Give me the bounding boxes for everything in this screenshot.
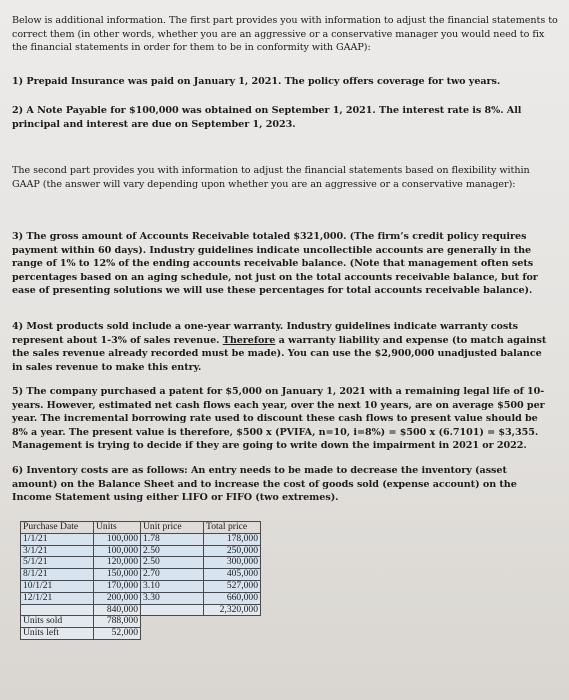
units-left-row [21,628,261,640]
cell-date: 8/1/21 [21,569,94,581]
cell-total: 178,000 [204,533,261,545]
cell-date: 10/1/21 [21,580,94,592]
table-header-row [21,522,261,534]
cell-units: 120,000 [94,557,141,569]
cell-date: 1/1/21 [21,533,94,545]
cell-unit-price: 1.78 [141,533,204,545]
cell-units: 200,000 [94,592,141,604]
cell-total-units: 840,000 [94,604,141,616]
cell-units: 170,000 [94,580,141,592]
header-total-price: Total price [204,522,261,534]
item-4-text-before: 4) Most products sold include a one-year warranty. Industry guidelines indicate warranty costs represent about 1-3% of sales revenue. [12,321,518,346]
cell-unit-price: 2.70 [141,569,204,581]
units-left-value: 52,000 [94,628,141,640]
cell-units: 100,000 [94,533,141,545]
cell-unit-price: 2.50 [141,545,204,557]
cell-total: 300,000 [204,557,261,569]
item-4-text-after: a warranty liability and expense (to match against the sales revenue already recorded must be made). You can use the $2,900,000 unadjusted balance in sales revenue to make this entry. [12,334,547,373]
cell-total: 250,000 [204,545,261,557]
item-4-underlined-word: Therefore [222,334,276,346]
cell-unit-price: 2.50 [141,557,204,569]
cell-units: 150,000 [94,569,141,581]
cell-totals-blank [141,604,204,616]
intro-paragraph: Below is additional information. The first part provides you with information to adjust the financial statements to correct them (in other words, whether you are an aggressive or a conservative manager you would need to fix the financial statements in order for them to be in conformity with GAAP): [12,15,558,53]
header-units: Units [94,522,141,534]
item-6-inventory: 6) Inventory costs are as follows: An entry needs to be made to decrease the inventory (asset amount) on the Balance Sheet and to increase the cost of goods sold (expense account) on the Income Statement using either LIFO or FIFO (two extremes). [12,465,517,503]
units-sold-value: 788,000 [94,616,141,628]
cell-unit-price: 3.10 [141,580,204,592]
cell-totals-label [21,604,94,616]
second-part-paragraph: The second part provides you with information to adjust the financial statements based on flexibility within GAAP (the answer will vary depending upon whether you are an aggressive or a conservative manager): [12,165,530,190]
cell-total: 660,000 [204,592,261,604]
cell-total: 405,000 [204,569,261,581]
item-5-patent: 5) The company purchased a patent for $5,000 on January 1, 2021 with a remaining legal life of 10-years. However, estimated net cash flows each year, over the next 10 years, are on average $500 per year. The incremental borrowing rate used to discount these cash flows to present value should be 8% a year. The present value is therefore, $500 x (PVIFA, n=10, i=8%) = $500 x (6.7101) = $3,355. Management is trying to decide if they are going to write down the impairment in 2021 or 2022. [12,386,545,451]
item-3-accounts-receivable: 3) The gross amount of Accounts Receivable totaled $321,000. (The firm’s credit policy requires payment within 60 days). Industry guidelines indicate uncollectible accounts are generally in the range of 1% to 12% of the ending accounts receivable balance. (Note that management often sets percentages based on an aging schedule, not just on the total accounts receivable balance, but for ease of presenting solutions we will use these percentages for total accounts receivable balance). [12,231,538,296]
cell-date: 5/1/21 [21,557,94,569]
table-row [21,580,261,592]
cell-unit-price: 3.30 [141,592,204,604]
item-4-warranty [12,320,552,374]
units-left-label: Units left [21,628,94,640]
table-row [21,545,261,557]
header-unit-price: Unit price [141,522,204,534]
units-sold-label: Units sold [21,616,94,628]
table-row [21,533,261,545]
table-row [21,569,261,581]
cell-date: 3/1/21 [21,545,94,557]
cell-total: 527,000 [204,580,261,592]
item-2-note-payable: 2) A Note Payable for $100,000 was obtained on September 1, 2021. The interest rate is 8%. All principal and interest are due on September 1, 2023. [12,105,522,130]
cell-date: 12/1/21 [21,592,94,604]
table-totals-row [21,604,261,616]
cell-grand-total: 2,320,000 [204,604,261,616]
header-purchase-date: Purchase Date [21,522,94,534]
table-row [21,557,261,569]
inventory-table [20,521,261,640]
table-row [21,592,261,604]
cell-units: 100,000 [94,545,141,557]
item-1-prepaid-insurance: 1) Prepaid Insurance was paid on January 1, 2021. The policy offers coverage for two years. [12,76,501,87]
units-sold-row [21,616,261,628]
